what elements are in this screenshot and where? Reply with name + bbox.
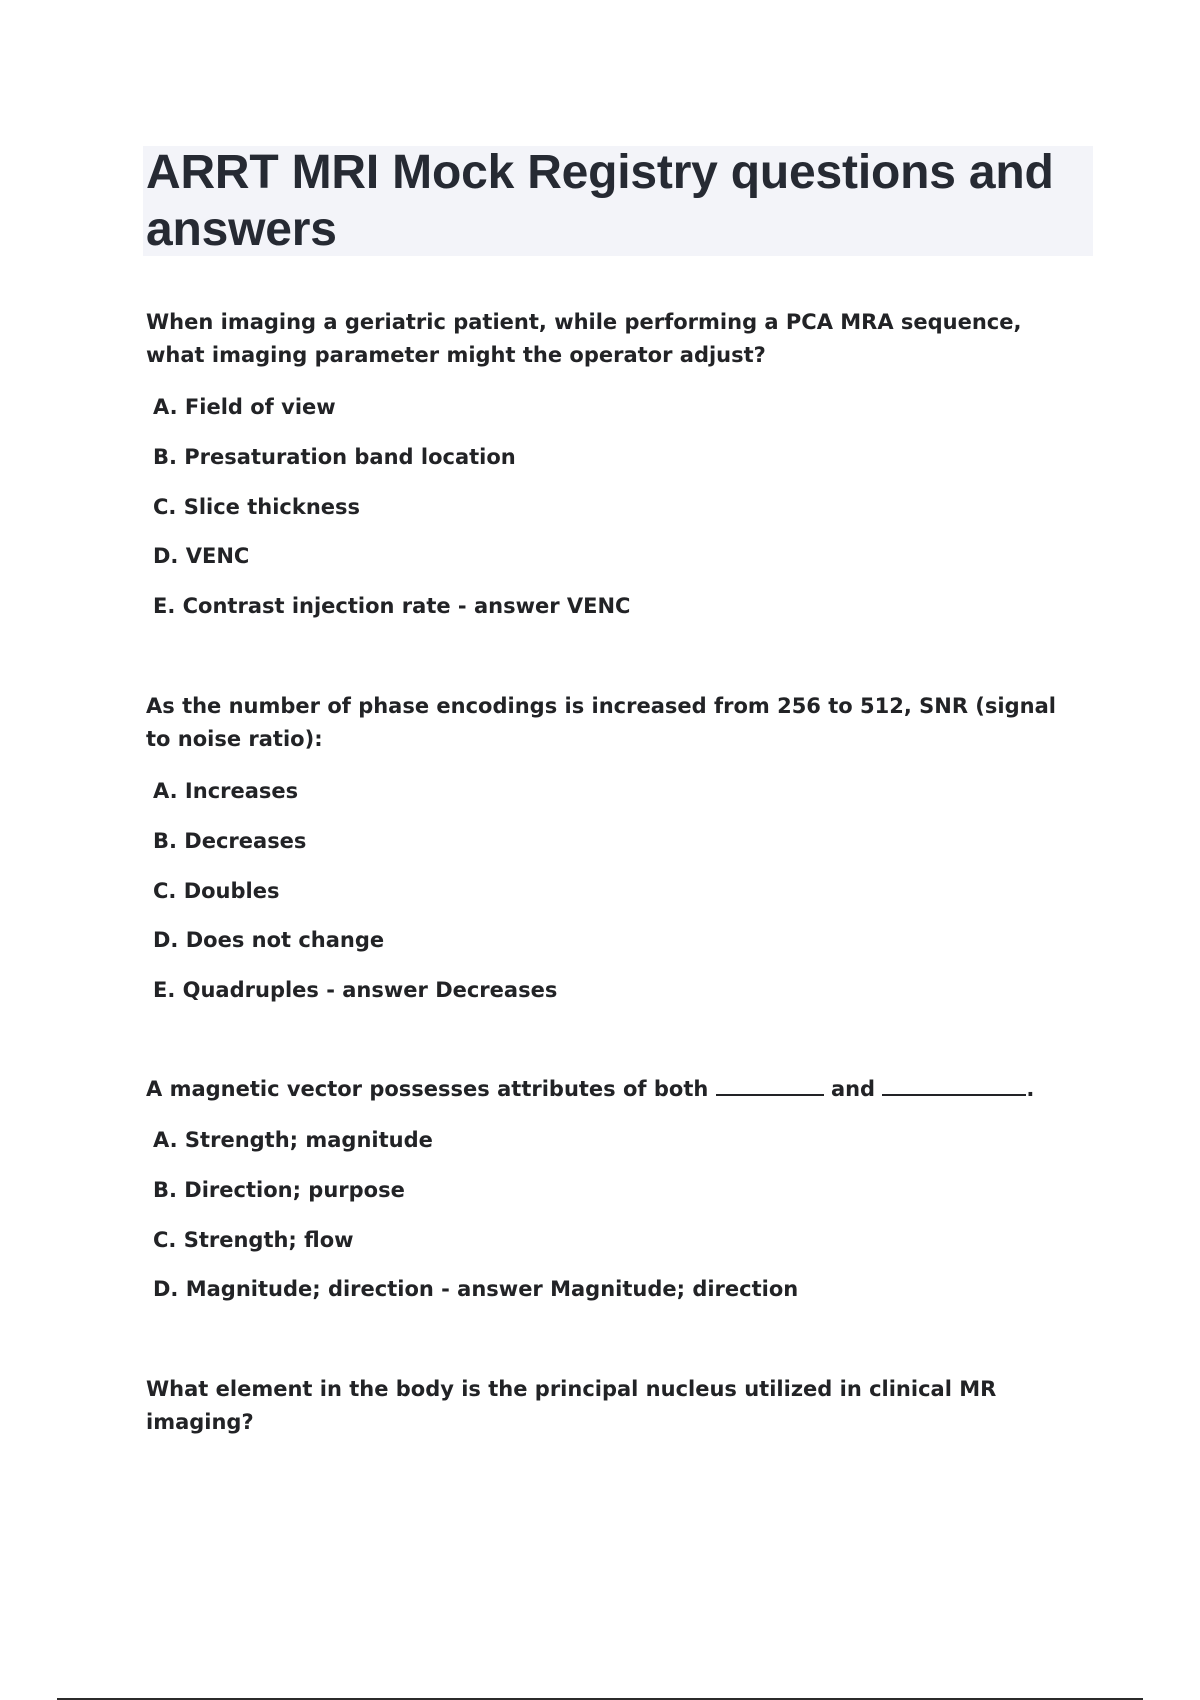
question-2-text: As the number of phase encodings is increased from 256 to 512, SNR (signal to noise ratio): (146, 694, 1056, 751)
question-3-option-c: C. Strength; flow (153, 1228, 354, 1252)
question-1-option-a: A. Field of view (153, 395, 336, 419)
question-3-text-before: A magnetic vector possesses attributes of both (146, 1077, 709, 1101)
question-3-text-middle: and (830, 1077, 876, 1101)
question-1-option-e: E. Contrast injection rate - answer VENC (153, 594, 631, 618)
question-3-text-after: . (1026, 1077, 1035, 1101)
question-1-text: When imaging a geriatric patient, while performing a PCA MRA sequence, what imaging parameter might the operator adjust? (146, 310, 1022, 367)
question-3-option-a: A. Strength; magnitude (153, 1128, 433, 1152)
question-1-option-d: D. VENC (153, 544, 250, 568)
document-title: ARRT MRI Mock Registry questions and answers (146, 146, 1054, 256)
question-4-text: What element in the body is the principal nucleus utilized in clinical MR imaging? (146, 1377, 997, 1434)
question-2-option-a: A. Increases (153, 779, 299, 803)
fill-in-blank-1 (716, 1076, 824, 1096)
question-2-option-c: C. Doubles (153, 879, 280, 903)
question-2-option-e: E. Quadruples - answer Decreases (153, 978, 558, 1002)
question-3-text (146, 1073, 1086, 1106)
question-2-option-d: D. Does not change (153, 928, 385, 952)
question-1-option-b: B. Presaturation band location (153, 445, 516, 469)
fill-in-blank-2 (882, 1076, 1026, 1096)
question-3-option-d: D. Magnitude; direction - answer Magnitude; direction (153, 1277, 799, 1301)
question-2-option-b: B. Decreases (153, 829, 307, 853)
question-1-option-c: C. Slice thickness (153, 495, 361, 519)
question-3-option-b: B. Direction; purpose (153, 1178, 405, 1202)
